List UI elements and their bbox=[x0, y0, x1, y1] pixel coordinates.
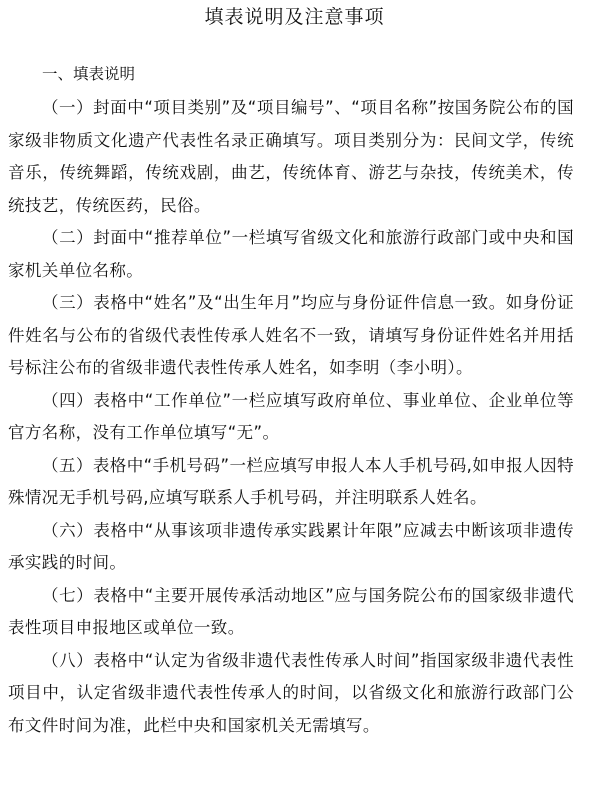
instruction-item-1: （一）封面中“项目类别”及“项目编号”、“项目名称”按国务院公布的国家级非物质文化遗产代表性名录正确填写。项目类别分为：民间文学，传统音乐，传统舞蹈，传统戏剧，曲艺，传统体育、游艺与杂技，传统美术，传统技艺，传统医药，民俗。 bbox=[8, 98, 574, 215]
instruction-item-3: （三）表格中“姓名”及“出生年月”均应与身份证件信息一致。如身份证件姓名与公布的省级代表性传承人姓名不一致，请填写身份证件姓名并用括号标注公布的省级非遗代表性传承人姓名，如李明（李小明）。 bbox=[8, 293, 574, 377]
instruction-item-5: （五）表格中“手机号码”一栏应填写申报人本人手机号码,如申报人因特殊情况无手机号码,应填写联系人手机号码，并注明联系人姓名。 bbox=[8, 455, 574, 507]
instruction-list bbox=[8, 92, 574, 742]
instruction-item-2: （二）封面中“推荐单位”一栏填写省级文化和旅游行政部门或中央和国家机关单位名称。 bbox=[8, 228, 574, 280]
instruction-item-7: （七）表格中“主要开展传承活动地区”应与国务院公布的国家级非遗代表性项目申报地区或单位一致。 bbox=[8, 585, 574, 637]
instruction-item-4: （四）表格中“工作单位”一栏应填写政府单位、事业单位、企业单位等官方名称，没有工作单位填写“无”。 bbox=[8, 390, 574, 442]
document-title: 填表说明及注意事项 bbox=[204, 6, 385, 28]
section-heading: 一、填表说明 bbox=[42, 65, 136, 83]
instruction-item-8: （八）表格中“认定为省级非遗代表性传承人时间”指国家级非遗代表性项目中，认定省级非遗代表性传承人的时间，以省级文化和旅游行政部门公布文件时间为准，此栏中央和国家机关无需填写。 bbox=[8, 650, 574, 735]
instruction-item-6: （六）表格中“从事该项非遗传承实践累计年限”应减去中断该项非遗传承实践的时间。 bbox=[8, 520, 574, 572]
